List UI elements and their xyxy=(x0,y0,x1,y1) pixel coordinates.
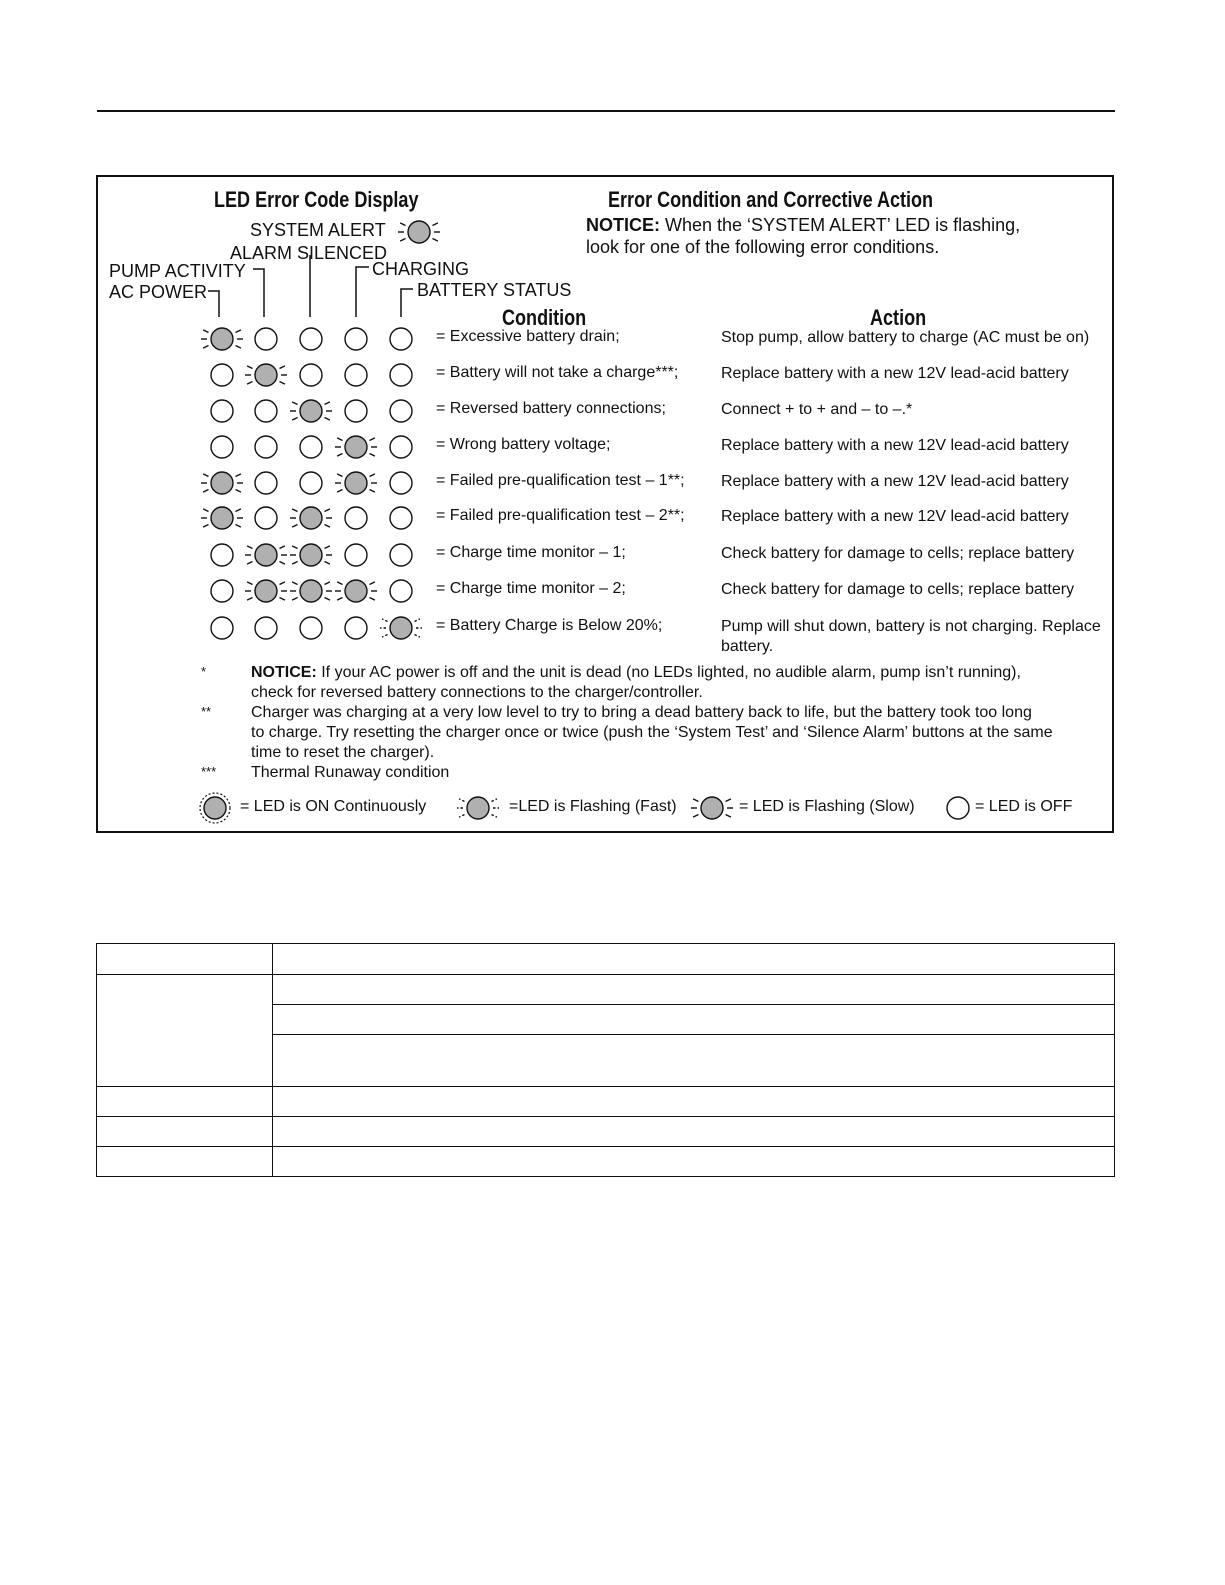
led-slow-icon xyxy=(245,364,287,386)
led-slow-icon xyxy=(201,472,243,494)
led-error-diagram xyxy=(96,175,1114,833)
led-off-icon xyxy=(390,507,412,529)
action-text: Pump will shut down, battery is not charging. Replace xyxy=(721,618,1101,635)
legend-led-fast-icon xyxy=(457,797,499,819)
footnote-line: to charge. Try resetting the charger once or twice (push the ‘System Test’ and ‘Silence Alarm’ buttons at the same xyxy=(251,724,1053,741)
action-text: Stop pump, allow battery to charge (AC must be on) xyxy=(721,329,1090,346)
footnote-line: Thermal Runaway condition xyxy=(251,764,450,781)
table-cell xyxy=(97,975,273,1087)
led-off-icon xyxy=(390,472,412,494)
table-cell xyxy=(97,944,273,975)
action-text: Connect + to + and – to –.* xyxy=(721,401,913,418)
led-off-icon xyxy=(255,436,277,458)
condition-text: = Failed pre-qualification test – 1**; xyxy=(436,472,685,489)
led-off-icon xyxy=(390,328,412,350)
led-diagram-title: LED Error Code Display xyxy=(214,187,419,212)
led-slow-icon xyxy=(335,436,377,458)
led-slow-icon xyxy=(201,507,243,529)
led-off-icon xyxy=(345,617,367,639)
table-cell xyxy=(97,1087,273,1117)
table-cell xyxy=(273,975,1115,1005)
table-cell xyxy=(273,1117,1115,1147)
led-off-icon xyxy=(300,436,322,458)
led-off-icon xyxy=(300,364,322,386)
condition-text: = Charge time monitor – 2; xyxy=(436,580,626,597)
legend-on-label: = LED is ON Continuously xyxy=(240,798,427,815)
label-battery-status: BATTERY STATUS xyxy=(417,280,572,300)
table-row xyxy=(97,975,1115,1005)
table-cell xyxy=(273,1005,1115,1035)
condition-text: = Excessive battery drain; xyxy=(436,328,620,345)
condition-text: = Charge time monitor – 1; xyxy=(436,544,626,561)
footnote-line: Charger was charging at a very low level to try to bring a dead battery back to life, but the battery took too long xyxy=(251,704,1032,721)
action-text: Check battery for damage to cells; replace battery xyxy=(721,545,1075,562)
led-off-icon xyxy=(345,328,367,350)
notice-label: NOTICE: xyxy=(586,215,660,235)
action-text: Replace battery with a new 12V lead-acid battery xyxy=(721,508,1069,525)
condition-text: = Failed pre-qualification test – 2**; xyxy=(436,507,685,524)
led-off-icon xyxy=(211,400,233,422)
action-text: Replace battery with a new 12V lead-acid battery xyxy=(721,365,1069,382)
led-off-icon xyxy=(255,400,277,422)
led-off-icon xyxy=(255,328,277,350)
action-text: Check battery for damage to cells; replace battery xyxy=(721,581,1075,598)
condition-text: = Wrong battery voltage; xyxy=(436,436,611,453)
action-header: Action xyxy=(870,305,927,330)
legend-led-on-icon xyxy=(200,793,230,823)
bottom-table xyxy=(96,943,1115,1177)
legend-off-label: = LED is OFF xyxy=(975,798,1073,815)
action-text: Replace battery with a new 12V lead-acid battery xyxy=(721,473,1069,490)
table-cell xyxy=(273,1087,1115,1117)
led-off-icon xyxy=(390,400,412,422)
table-row xyxy=(97,944,1115,975)
legend-led-off-icon xyxy=(947,797,969,819)
led-off-icon xyxy=(300,328,322,350)
led-off-icon xyxy=(211,436,233,458)
condition-header: Condition xyxy=(502,305,587,330)
led-off-icon xyxy=(255,617,277,639)
led-off-icon xyxy=(300,617,322,639)
led-slow-icon xyxy=(290,507,332,529)
footnote-line: time to reset the charger). xyxy=(251,744,435,761)
system-alert-led-icon xyxy=(398,221,440,243)
led-off-icon xyxy=(345,544,367,566)
label-alarm-silenced: ALARM SILENCED xyxy=(230,243,388,263)
led-fast-icon xyxy=(380,617,422,639)
condition-text: = Reversed battery connections; xyxy=(436,400,666,417)
led-off-icon xyxy=(345,364,367,386)
table-row xyxy=(97,1117,1115,1147)
table-cell xyxy=(273,1035,1115,1087)
led-off-icon xyxy=(255,507,277,529)
led-slow-icon xyxy=(290,544,332,566)
led-slow-icon xyxy=(245,580,287,602)
table-row xyxy=(97,1147,1115,1177)
led-off-icon xyxy=(255,472,277,494)
led-off-icon xyxy=(211,617,233,639)
led-off-icon xyxy=(211,580,233,602)
footnote-mark: ** xyxy=(201,704,212,719)
led-off-icon xyxy=(345,400,367,422)
top-rule xyxy=(97,110,1115,112)
led-slow-icon xyxy=(290,400,332,422)
footnote-text: If your AC power is off and the unit is dead (no LEDs lighted, no audible alarm, pump isn’t running), xyxy=(316,664,1021,681)
led-off-icon xyxy=(211,364,233,386)
legend-fast-label: =LED is Flashing (Fast) xyxy=(509,798,677,815)
footnote-notice-label: NOTICE: xyxy=(251,664,317,681)
led-off-icon xyxy=(300,472,322,494)
condition-text: = Battery Charge is Below 20%; xyxy=(436,617,663,634)
error-section-title: Error Condition and Corrective Action xyxy=(608,187,934,212)
label-ac-power: AC POWER xyxy=(109,282,208,302)
led-off-icon xyxy=(345,507,367,529)
table-cell xyxy=(273,1147,1115,1177)
led-slow-icon xyxy=(290,580,332,602)
notice-text: When the ‘SYSTEM ALERT’ LED is flashing, xyxy=(665,215,1021,235)
label-system-alert: SYSTEM ALERT xyxy=(250,220,386,240)
label-pump-activity: PUMP ACTIVITY xyxy=(109,261,246,281)
led-off-icon xyxy=(390,580,412,602)
led-off-icon xyxy=(390,364,412,386)
led-slow-icon xyxy=(335,472,377,494)
footnote-line xyxy=(251,664,1021,682)
led-slow-icon xyxy=(201,328,243,350)
led-off-icon xyxy=(390,544,412,566)
legend-slow-label: = LED is Flashing (Slow) xyxy=(739,798,915,815)
condition-text: = Battery will not take a charge***; xyxy=(436,364,679,381)
notice-line-2: look for one of the following error conditions. xyxy=(586,237,940,257)
table-cell xyxy=(97,1147,273,1177)
led-slow-icon xyxy=(245,544,287,566)
table-cell xyxy=(97,1117,273,1147)
led-slow-icon xyxy=(335,580,377,602)
table-cell xyxy=(273,944,1115,975)
legend-led-slow-icon xyxy=(691,797,733,819)
led-off-icon xyxy=(390,436,412,458)
action-text: Replace battery with a new 12V lead-acid battery xyxy=(721,437,1069,454)
table-row xyxy=(97,1087,1115,1117)
footnote-mark: * xyxy=(201,664,207,679)
label-leader-lines xyxy=(208,255,413,317)
label-charging: CHARGING xyxy=(372,259,470,279)
action-text-line-2: battery. xyxy=(721,638,774,655)
led-off-icon xyxy=(211,544,233,566)
footnote-mark: *** xyxy=(201,764,217,779)
footnote-line: check for reversed battery connections to the charger/controller. xyxy=(251,684,703,701)
